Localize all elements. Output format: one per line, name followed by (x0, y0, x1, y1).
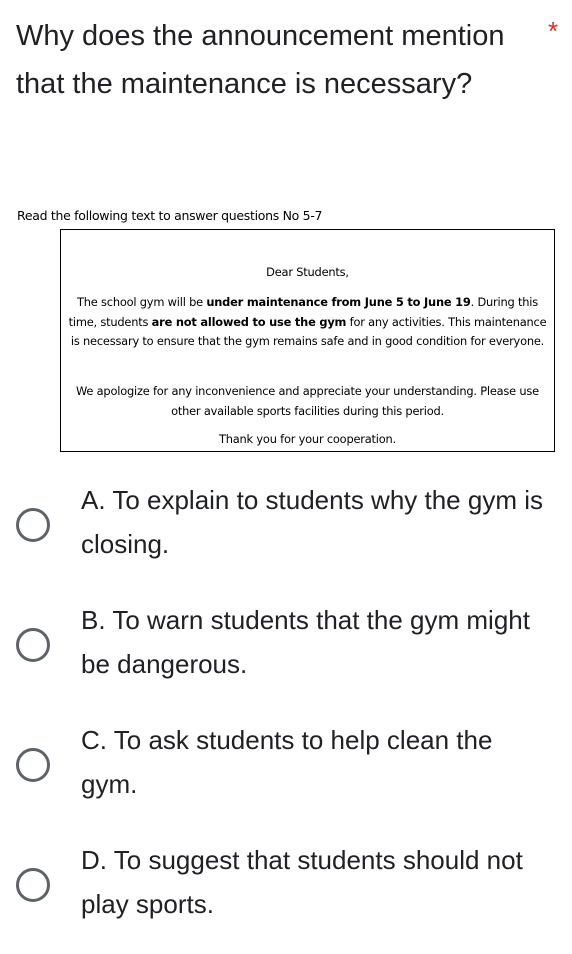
announcement-box (60, 229, 555, 452)
answer-option-label: B. To warn students that the gym might be dangerous. (81, 605, 530, 679)
letter-text: The school gym will be (77, 295, 207, 309)
radio-button[interactable] (16, 628, 50, 662)
question-title: Why does the announcement mention that the maintenance is necessary? (16, 20, 505, 100)
answer-option-label: C. To ask students to help clean the gym. (81, 725, 493, 799)
letter-emphasis: are not allowed to use the gym (151, 314, 347, 329)
letter-paragraph-2: We apologize for any inconvenience and appreciate your understanding. Please use other available sports facilities during this period. (76, 384, 539, 418)
answer-option-c[interactable] (0, 718, 572, 818)
passage-instruction: Read the following text to answer questions No 5-7 (17, 208, 323, 223)
radio-button[interactable] (16, 868, 50, 902)
answer-option-a[interactable] (0, 478, 572, 578)
answer-option-label: A. To explain to students why the gym is closing. (81, 485, 543, 559)
letter-paragraph-1 (67, 293, 548, 352)
letter-greeting: Dear Students, (266, 265, 349, 279)
letter-closing: Thank you for your cooperation. (218, 432, 396, 446)
answer-option-d[interactable] (0, 838, 572, 938)
letter-emphasis: under maintenance from June 5 to June 19 (206, 295, 471, 309)
radio-button[interactable] (16, 508, 50, 542)
required-marker: * (548, 16, 559, 46)
letter-text: for any activities. This maintenance is necessary to ensure that the gym remains safe and in good condition for everyone. (70, 314, 547, 348)
answer-option-b[interactable] (0, 598, 572, 698)
radio-button[interactable] (16, 748, 50, 782)
answer-option-label: D. To suggest that students should not play sports. (81, 845, 523, 919)
letter-text: . During this time, students (68, 295, 538, 329)
